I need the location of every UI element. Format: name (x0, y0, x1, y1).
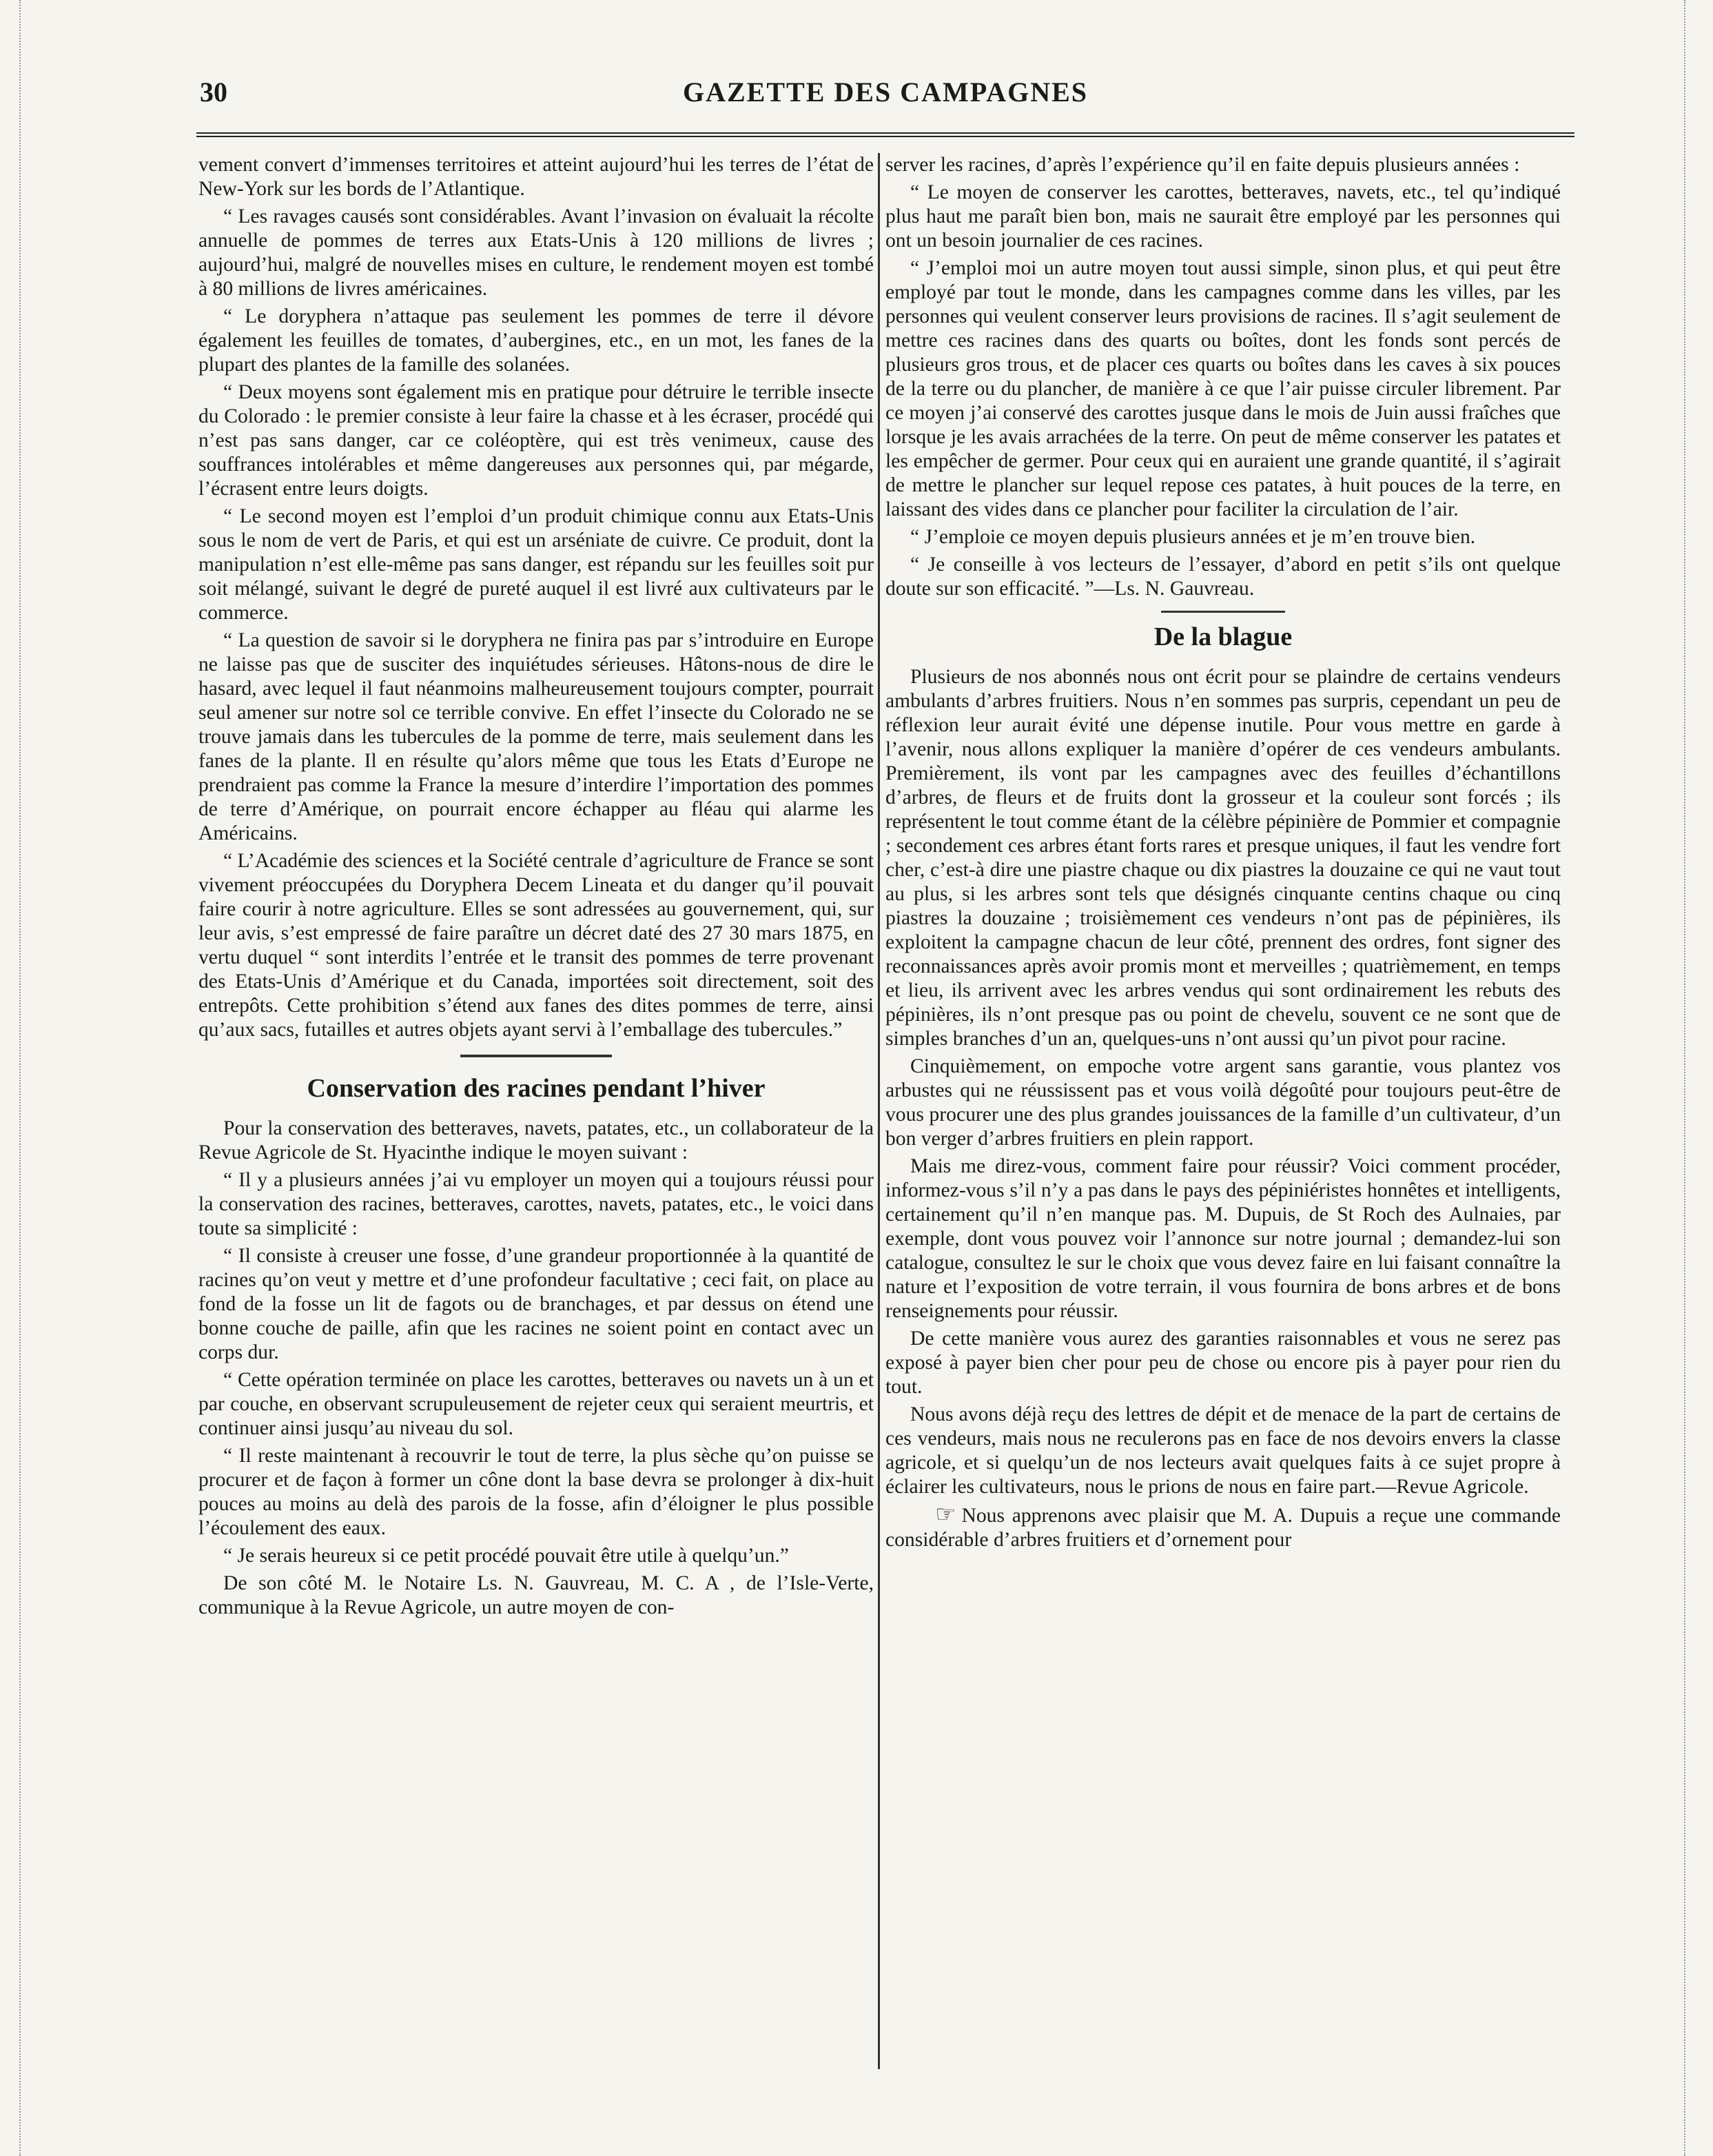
paragraph: “ Le second moyen est l’emploi d’un produit chimique connu aux Etats-Unis sous le nom de vert de Paris, et qui est un arséniate de cuivre. Ce produit, dont la manipulation n’est elle-même pas sans danger, est répandu sur les feuilles soit pur soit mélangé, suivant le degré de pureté auquel il est livré aux cultivateurs par le commerce. (198, 505, 874, 624)
paragraph: Nous avons déjà reçu des lettres de dépit et de menace de la part de certains de ces vendeurs, mais nous ne reculerons pas en face de nos devoirs envers la classe agricole, et si quelqu’un de nos lecteurs avait quelques faits à ce sujet propre à éclairer les cultivateurs, nous le prions de nous en faire part.—Revue Agricole. (885, 1403, 1561, 1498)
left-column (198, 153, 874, 2097)
paragraph: vement convert d’immenses territoires et atteint aujourd’hui les terres de l’état de New-York sur les bords de l’Atlantique. (198, 154, 874, 200)
paragraph: “ Le doryphera n’attaque pas seulement les pommes de terre il dévore également les feuilles de tomates, d’aubergines, etc., en un mot, les fanes de la plupart des plantes de la famille des solanées. (198, 305, 874, 376)
paragraph-text: Nous apprenons avec plaisir que M. A. Dupuis a reçue une commande considérable d’arbres fruitiers et d’ornement pour (885, 1505, 1561, 1551)
header-rule (196, 132, 1574, 137)
section-separator (460, 1055, 612, 1057)
section-separator (1161, 611, 1285, 613)
paragraph: “ Je serais heureux si ce petit procédé pouvait être utile à quelqu’un.” (223, 1545, 789, 1567)
scan-right-edge (1684, 0, 1713, 2156)
paragraph: “ Il consiste à creuser une fosse, d’une grandeur proportionnée à la quantité de racines qu’on veut y mettre et d’une profondeur facultative ; ceci fait, on place au fond de la fosse un lit de fagots ou de branchages, et par dessus on étend une bonne couche de paille, afin que les racines ne soient point en contact avec un corps dur. (198, 1245, 874, 1363)
paragraph: “ Il y a plusieurs années j’ai vu employer un moyen qui a toujours réussi pour la conservation des racines, betteraves, carottes, navets, patates, etc., le voici dans toute sa simplicité : (198, 1169, 874, 1239)
paragraph: server les racines, d’après l’expérience qu’il en faite depuis plusieurs années : (885, 154, 1520, 176)
page-header (200, 76, 1571, 117)
column-divider (878, 153, 880, 2069)
right-column (885, 153, 1561, 2097)
paragraph: Plusieurs de nos abonnés nous ont écrit pour se plaindre de certains vendeurs ambulants d’arbres fruitiers. Nous n’en sommes pas surpris, cependant un peu de réflexion leur aurait évité une dépense inutile. Pour vous mettre en garde à l’avenir, nous allons expliquer la manière d’opérer de ces vendeurs ambulants. Premièrement, ils vont par les campagnes avec des feuilles d’échantillons d’arbres, de fleurs et de fruits dont la grosseur et la couleur sont forcés ; ils représentent le tout comme étant de la célèbre pépinière de Pommier et compagnie ; secondement ces arbres étant forts rares et presque uniques, il faut les vendre fort cher, c’est-à dire une piastre chaque ou dix piastres la douzaine ce qui ne vaut tout au plus, si les arbres sont tels que désignés cinquante centins chaque ou cinq piastres la douzaine ; troisièmement ces vendeurs n’ont pas de pépinières, ils exploitent la campagne chacun de leur côté, prennent des ordres, font signer des reconnaissances après avoir promis mont et merveilles ; quatrièmement, en temps et lieu, ils arrivent avec les arbres vendus qui sont ordinairement les rebuts des pépinières, ils n’ont presque pas ou point de chevelu, souvent ce ne sont que de simples branches d’un an, quelques-uns n’ont aussi qu’un pivot pour racine. (885, 666, 1561, 1050)
paragraph-with-pointer (885, 1503, 1561, 1552)
paragraph: “ Cette opération terminée on place les carottes, betteraves ou navets un à un et par couche, en observant scrupuleusement de rejeter ceux qui seraient meurtris, et continuer ainsi jusqu’au niveau du sol. (198, 1369, 874, 1439)
paragraph: Pour la conservation des betteraves, navets, patates, etc., un collaborateur de la Revue Agricole de St. Hyacinthe indique le moyen suivant : (198, 1117, 874, 1163)
paragraph: De son côté M. le Notaire Ls. N. Gauvreau, M. C. A , de l’Isle-Verte, communique à la Revue Agricole, un autre moyen de con- (198, 1572, 874, 1618)
article-heading: Conservation des racines pendant l’hiver (307, 1074, 766, 1103)
pointing-hand-icon: ☞ (935, 1502, 956, 1527)
paragraph: “ Je conseille à vos lecteurs de l’essayer, d’abord en petit s’ils ont quelque doute sur son efficacité. ”—Ls. N. Gauvreau. (885, 553, 1561, 600)
paragraph: “ Le moyen de conserver les carottes, betteraves, navets, etc., tel qu’indiqué plus haut me paraît bien bon, mais ne saurait être employé par les personnes qui ont un besoin journalier de ces racines. (885, 181, 1561, 252)
page-number: 30 (200, 77, 227, 108)
paragraph: Mais me direz-vous, comment faire pour réussir? Voici comment procéder, informez-vous s’il n’y a pas dans le pays des pépiniéristes honnêtes et intelligents, certainement qu’il n’en manque pas. M. Dupuis, de St Roch des Aulnaies, par exemple, dont vous pouvez voir l’annonce sur notre journal ; demandez-lui son catalogue, consultez le sur le choix que vous devez faire en lui faisant connaître la nature et l’exposition de votre terrain, il vous fournira de bons arbres et de bons renseignements pour réussir. (885, 1155, 1561, 1322)
paragraph: “ Deux moyens sont également mis en pratique pour détruire le terrible insecte du Colorado : le premier consiste à leur faire la chasse et à les écraser, procédé qui n’est pas sans danger, car ce coléoptère, qui est très venimeux, cause des souffrances intolérables et même dangereuses aux personnes qui, par mégarde, l’écrasent entre leurs doigts. (198, 381, 874, 500)
paragraph: Cinquièmement, on empoche votre argent sans garantie, vous plantez vos arbustes qui ne réussissent pas et vous voilà dégoûté pour toujours peut-être de vous procurer une des plus grandes jouissances de la famille d’un cultivateur, d’un bon verger d’arbres fruitiers en plein rapport. (885, 1055, 1561, 1150)
paragraph: “ La question de savoir si le doryphera ne finira pas par s’introduire en Europe ne laisse pas que de susciter des inquiétudes sérieuses. Hâtons-nous de dire le hasard, avec lequel il faut néanmoins malheureusement toujours compter, pourrait seul amener sur notre sol ce terrible convive. En effet l’insecte du Colorado ne se trouve jamais dans les tubercules de la pomme de terre, mais seulement dans les fanes de la plante. Il en résulte qu’alors même que tous les Etats d’Europe ne prendraient pas comme la France la mesure d’interdire l’importation des pommes de terre d’Amérique, on pourrait encore échapper au fléau qui alarme les Américains. (198, 629, 874, 844)
paragraph: De cette manière vous aurez des garanties raisonnables et vous ne serez pas exposé à payer bien cher pour peu de chose ou encore pis à payer pour rien du tout. (885, 1328, 1561, 1398)
paragraph: “ Les ravages causés sont considérables. Avant l’invasion on évaluait la récolte annuelle de pommes de terres aux Etats-Unis à 120 millions de livres ; aujourd’hui, malgré de nouvelles mises en culture, le rendement moyen est tombé à 80 millions de livres américaines. (198, 205, 874, 300)
paragraph: “ J’emploie ce moyen depuis plusieurs années et je m’en trouve bien. (910, 526, 1476, 548)
paragraph: “ L’Académie des sciences et la Société centrale d’agriculture de France se sont vivement préoccupées du Doryphera Decem Lineata et du danger qu’il pouvait faire courir à notre agriculture. Elles se sont adressées au gouvernement, qui, sur leur avis, s’est empressé de faire paraître un décret daté des 27 30 mars 1875, en vertu duquel “ sont interdits l’entrée et le transit des pommes de terre provenant des Etats-Unis d’Amérique et du Canada, importées soit directement, soit des entrepôts. Cette prohibition s’étend aux fanes des dites pommes de terre, ainsi qu’aux sacs, futailles et autres objets ayant servi à l’emballage des tubercules.” (198, 850, 874, 1041)
article-heading: De la blague (1153, 622, 1293, 651)
journal-title: GAZETTE DES CAMPAGNES (682, 77, 1088, 108)
scan-left-edge (0, 0, 21, 2156)
paragraph: “ Il reste maintenant à recouvrir le tout de terre, la plus sèche qu’on puisse se procurer et de façon à former un cône dont la base devra se prolonger à dix-huit pouces au moins au delà des parois de la fosse, afin d’éloigner le plus possible l’écoulement des eaux. (198, 1445, 874, 1539)
paragraph: “ J’emploi moi un autre moyen tout aussi simple, sinon plus, et qui peut être employé par tout le monde, dans les campagnes comme dans les villes, par les personnes qui veulent conserver leurs provisions de racines. Il s’agit seulement de mettre ces racines dans des quarts ou boîtes, dont les fonds sont percés de plusieurs gros trous, et de placer ces quarts ou boîtes dans les caves à six pouces de la terre ou du plancher, de manière à ce que l’air puisse circuler librement. Par ce moyen j’ai conservé des carottes jusque dans le mois de Juin aussi fraîches que lorsque je les avais arrachées de la terre. On peut de même conserver les patates et les empêcher de germer. Pour ceux qui en auraient une grande quantité, il s’agirait de mettre le plancher sur lequel repose ces patates, à huit pouces de la terre, en laissant des vides dans ce plancher pour faciliter la circulation de l’air. (885, 257, 1561, 520)
